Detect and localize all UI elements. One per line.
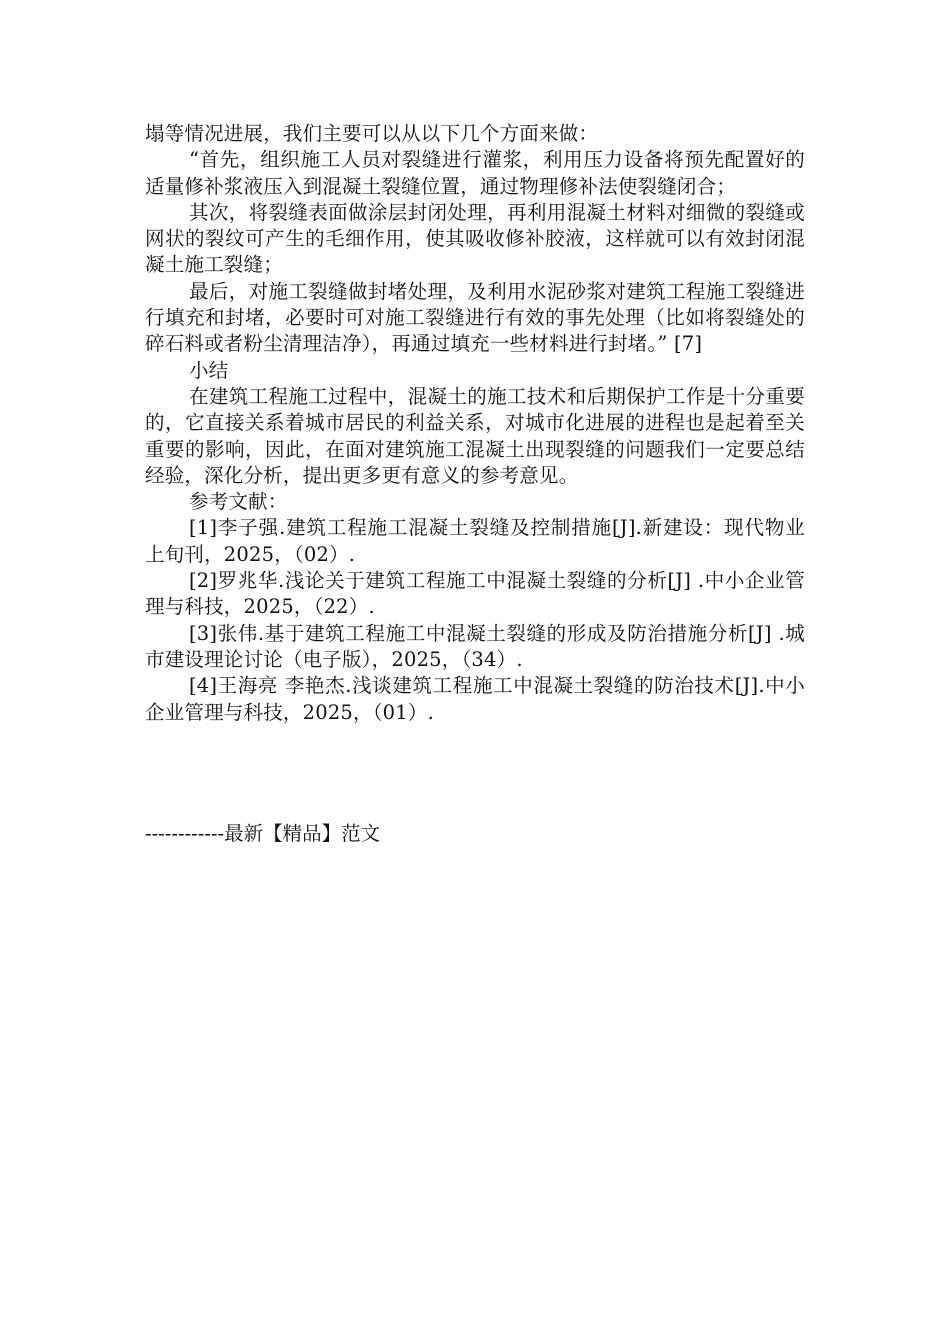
summary-heading: 小结 <box>189 358 229 382</box>
reference-item: [2]罗兆华.浅论关于建筑工程施工中混凝土裂缝的分析[J] .中小企业管理与科技，2025，（22）. <box>145 569 805 619</box>
paragraph-first-measure: “首先，组织施工人员对裂缝进行灌浆，利用压力设备将预先配置好的适量修补浆液压入到混凝土裂缝位置，通过物理修补法使裂缝闭合； <box>145 148 805 198</box>
document-body <box>145 121 805 726</box>
reference-item: [4]王海亮 李艳杰.浅谈建筑工程施工中混凝土裂缝的防治技术[J].中小企业管理与科技，2025，（01）. <box>145 674 805 724</box>
reference-item: [3]张伟.基于建筑工程施工中混凝土裂缝的形成及防治措施分析[J] .城市建设理论讨论（电子版），2025，（34）. <box>145 621 805 671</box>
footer-label: ------------最新【精品】范文 <box>145 822 381 845</box>
reference-item: [1]李子强.建筑工程施工混凝土裂缝及控制措施[J].新建设：现代物业上旬刊，2025，（02）. <box>145 516 805 566</box>
paragraph-second-measure: 其次，将裂缝表面做涂层封闭处理，再利用混凝土材料对细微的裂缝或网状的裂纹可产生的毛细作用，使其吸收修补胶液，这样就可以有效封闭混凝土施工裂缝； <box>145 200 805 277</box>
summary-text: 在建筑工程施工过程中，混凝土的施工技术和后期保护工作是十分重要的，它直接关系着城市居民的利益关系，对城市化进展的进程也是起着至关重要的影响，因此，在面对建筑施工混凝土出现裂缝的问题我们一定要总结经验，深化分析，提出更多更有意义的参考意见。 <box>145 384 805 487</box>
paragraph-continuation: 塌等情况进展，我们主要可以从以下几个方面来做： <box>145 122 599 145</box>
references-heading: 参考文献： <box>189 490 288 514</box>
paragraph-third-measure: 最后，对施工裂缝做封堵处理，及利用水泥砂浆对建筑工程施工裂缝进行填充和封堵，必要时可对施工裂缝进行有效的事先处理（比如将裂缝处的碎石料或者粉尘清理洁净），再通过填充一些材料进行封堵。” [7] <box>145 279 805 356</box>
